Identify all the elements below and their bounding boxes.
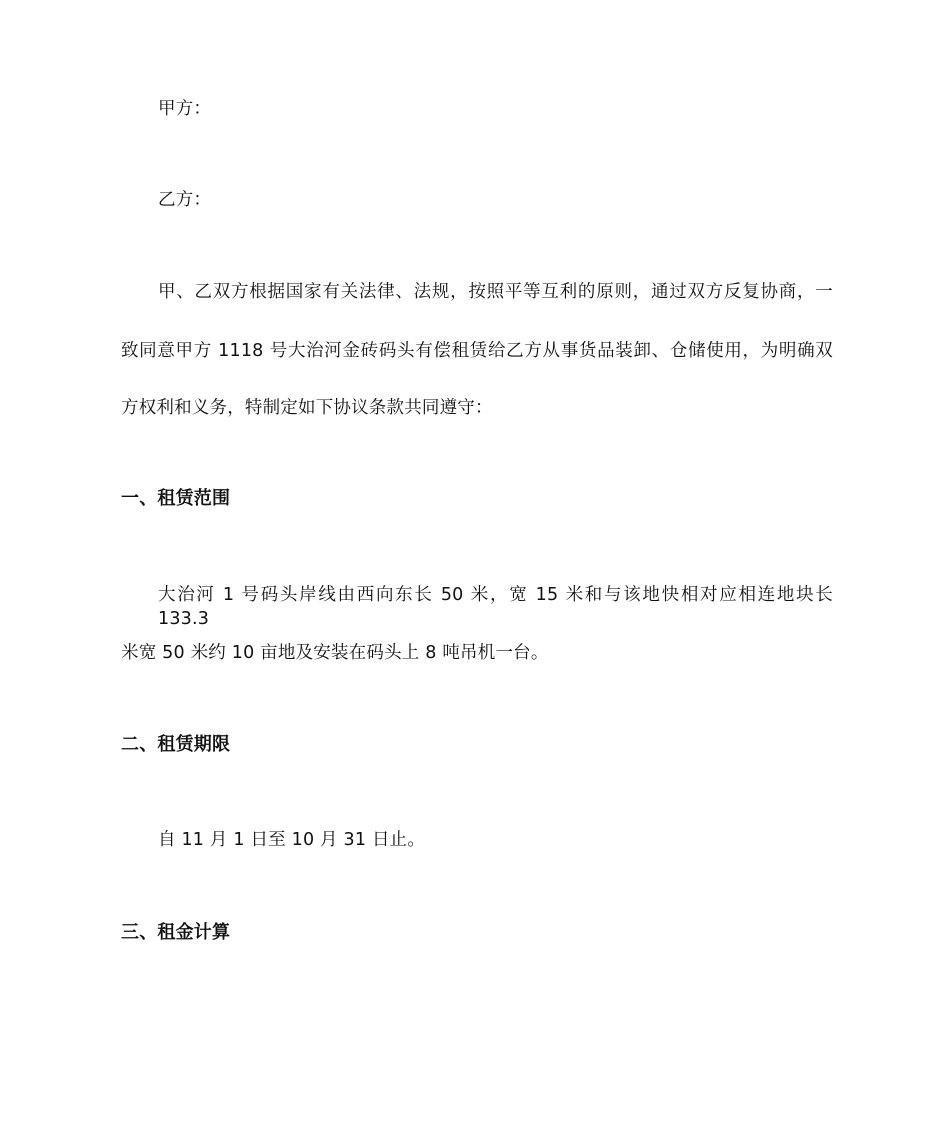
intro-line-1: 甲、乙双方根据国家有关法律、法规，按照平等互利的原则，通过双方反复协商，一: [158, 282, 833, 302]
scope-line-2: 米宽 50 米约 10 亩地及安装在码头上 8 吨吊机一台。: [121, 643, 549, 663]
scope-line-1: 大治河 1 号码头岸线由西向东长 50 米，宽 15 米和与该地快相对应相连地块长 133.3: [158, 585, 833, 629]
intro-line-2: 致同意甲方 1118 号大治河金砖码头有偿租赁给乙方从事货品装卸、仓储使用，为明确双: [121, 341, 833, 361]
intro-line-3: 方权利和义务，特制定如下协议条款共同遵守：: [121, 398, 493, 418]
section-heading-rent: 三、租金计算: [121, 922, 231, 943]
section-heading-term: 二、租赁期限: [121, 734, 231, 755]
party-b-label: 乙方：: [158, 190, 212, 210]
section-heading-scope: 一、租赁范围: [121, 488, 231, 509]
party-a-label: 甲方：: [158, 99, 212, 119]
term-line-1: 自 11 月 1 日至 10 月 31 日止。: [158, 830, 426, 850]
